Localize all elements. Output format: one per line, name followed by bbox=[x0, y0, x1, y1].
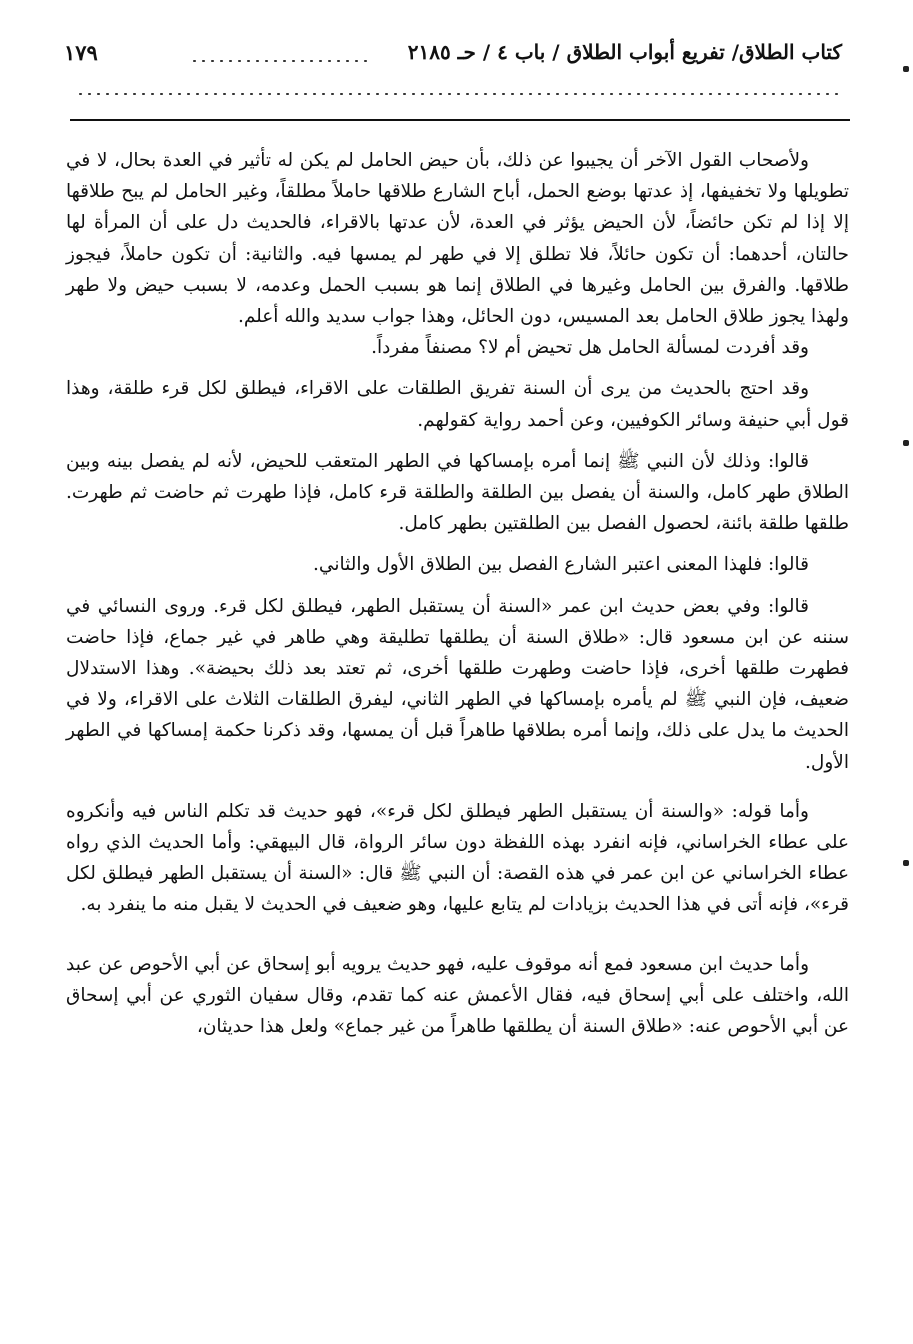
margin-mark bbox=[903, 440, 909, 446]
margin-mark bbox=[903, 860, 909, 866]
paragraph-8: وأما حديث ابن مسعود فمع أنه موقوف عليه، فهو حديث يرويه أبو إسحاق عن أبي الأحوص عن عبد الله، واختلف على أبي إسحاق فيه، فقال الأعمش عنه كما تقدم، وقال سفيان الثوري عن أبي إسحاق عن أبي الأحوص عنه: «طلاق السنة أن يطلقها طاهراً من غير جماع» ولعل هذا حديثان، bbox=[66, 953, 849, 1038]
paragraph-2: وقد أفردت لمسألة الحامل هل تحيض أم لا؟ مصنفاً مفرداً. bbox=[371, 337, 809, 359]
paragraph-4: قالوا: وذلك لأن النبي ﷺ إنما أمره بإمساكها في الطهر المتعقب للحيض، لأنه لم يفصل بينه وبين الطلاق طهر كامل، والسنة أن يفصل بين الطلقة والطلقة قرء كامل، فإذا طهرت ثم حاضت ثم طهرت. طلقها طلقة بائنة، لحصول الفصل بين الطلقتين بطهر كامل. bbox=[66, 450, 849, 535]
page-number: ١٧٩ bbox=[64, 39, 98, 65]
running-title: كتاب الطلاق/ تفريع أبواب الطلاق / باب ٤ / حـ ٢١٨٥ bbox=[407, 40, 842, 64]
header-dot-leader bbox=[190, 60, 370, 62]
paragraph-3: وقد احتج بالحديث من يرى أن السنة تفريق الطلقات على الاقراء، فيطلق لكل قرء طلقة، وهذا قول أبي حنيفة وسائر الكوفيين، وعن أحمد رواية كقولهم. bbox=[66, 378, 849, 431]
header-dotted-line bbox=[76, 93, 842, 95]
paragraph-7: وأما قوله: «والسنة أن يستقبل الطهر فيطلق لكل قرء»، فهو حديث قد تكلم الناس فيه وأنكروه على عطاء الخراساني، فإنه انفرد بهذه اللفظة دون سائر الرواة، قال البيهقي: وأما الحديث الذي رواه عطاء الخراساني عن ابن عمر في هذه القصة: أن النبي ﷺ قال: «السنة أن يستقبل الطهر فيطلق لكل قرء»، فإنه أتى في هذا الحديث بزيادات لم يتابع عليها، وهو ضعيف في الحديث لا يقبل منه ما ينفرد به. bbox=[66, 800, 849, 916]
paragraph-1: ولأصحاب القول الآخر أن يجيبوا عن ذلك، بأن حيض الحامل لم يكن له تأثير في العدة بحال، لا في تطويلها ولا تخفيفها، إذ عدتها بوضع الحمل، أباح الشارع طلاقها حاملاً مطلقاً، وغير الحامل لم يبح طلاقها إلا إذا لم تكن حائضاً، لأن الحيض يؤثر في العدة، لأن عدتها بالاقراء، فالحديث دل على أن المرأة لها حالتان، أحدهما: أن تكون حائلاً، فلا تطلق إلا في طهر لم يمسها فيه. والثانية: أن تكون حاملاً، فيجوز طلاقها. والفرق بين الحامل وغيرها في الطلاق إنما هو بسبب الحمل وعدمه، لا بسبب حيض ولا طهر ولهذا يجوز طلاق الحامل بعد المسيس، دون الحائل، وهذا جواب سديد والله أعلم. bbox=[66, 150, 849, 328]
page-header bbox=[64, 32, 842, 72]
margin-mark bbox=[903, 66, 909, 72]
page-body bbox=[66, 145, 849, 1042]
paragraph-5: قالوا: فلهذا المعنى اعتبر الشارع الفصل بين الطلاق الأول والثاني. bbox=[313, 554, 809, 576]
header-rule bbox=[70, 119, 850, 121]
paragraph-6: قالوا: وفي بعض حديث ابن عمر «السنة أن يستقبل الطهر، فيطلق لكل قرء. وروى النسائي في سننه عن ابن مسعود قال: «طلاق السنة أن يطلقها تطليقة وهي طاهر في غير جماع، فإذا حاضت فطهرت طلقها أخرى، فإذا حاضت وطهرت طلقها أخرى، ثم تعتد بعد ذلك بحيضة». وهذا الاستدلال ضعيف، فإن النبي ﷺ لم يأمره بإمساكها في الطهر الثاني، ليفرق الطلقات الثلاث على الاقراء، ولا في الحديث ما يدل على ذلك، وإنما أمره بطلاقها طاهراً قبل أن يمسها، وقد ذكرنا حكمة إمساكها في الطهر الأول. bbox=[66, 595, 849, 773]
